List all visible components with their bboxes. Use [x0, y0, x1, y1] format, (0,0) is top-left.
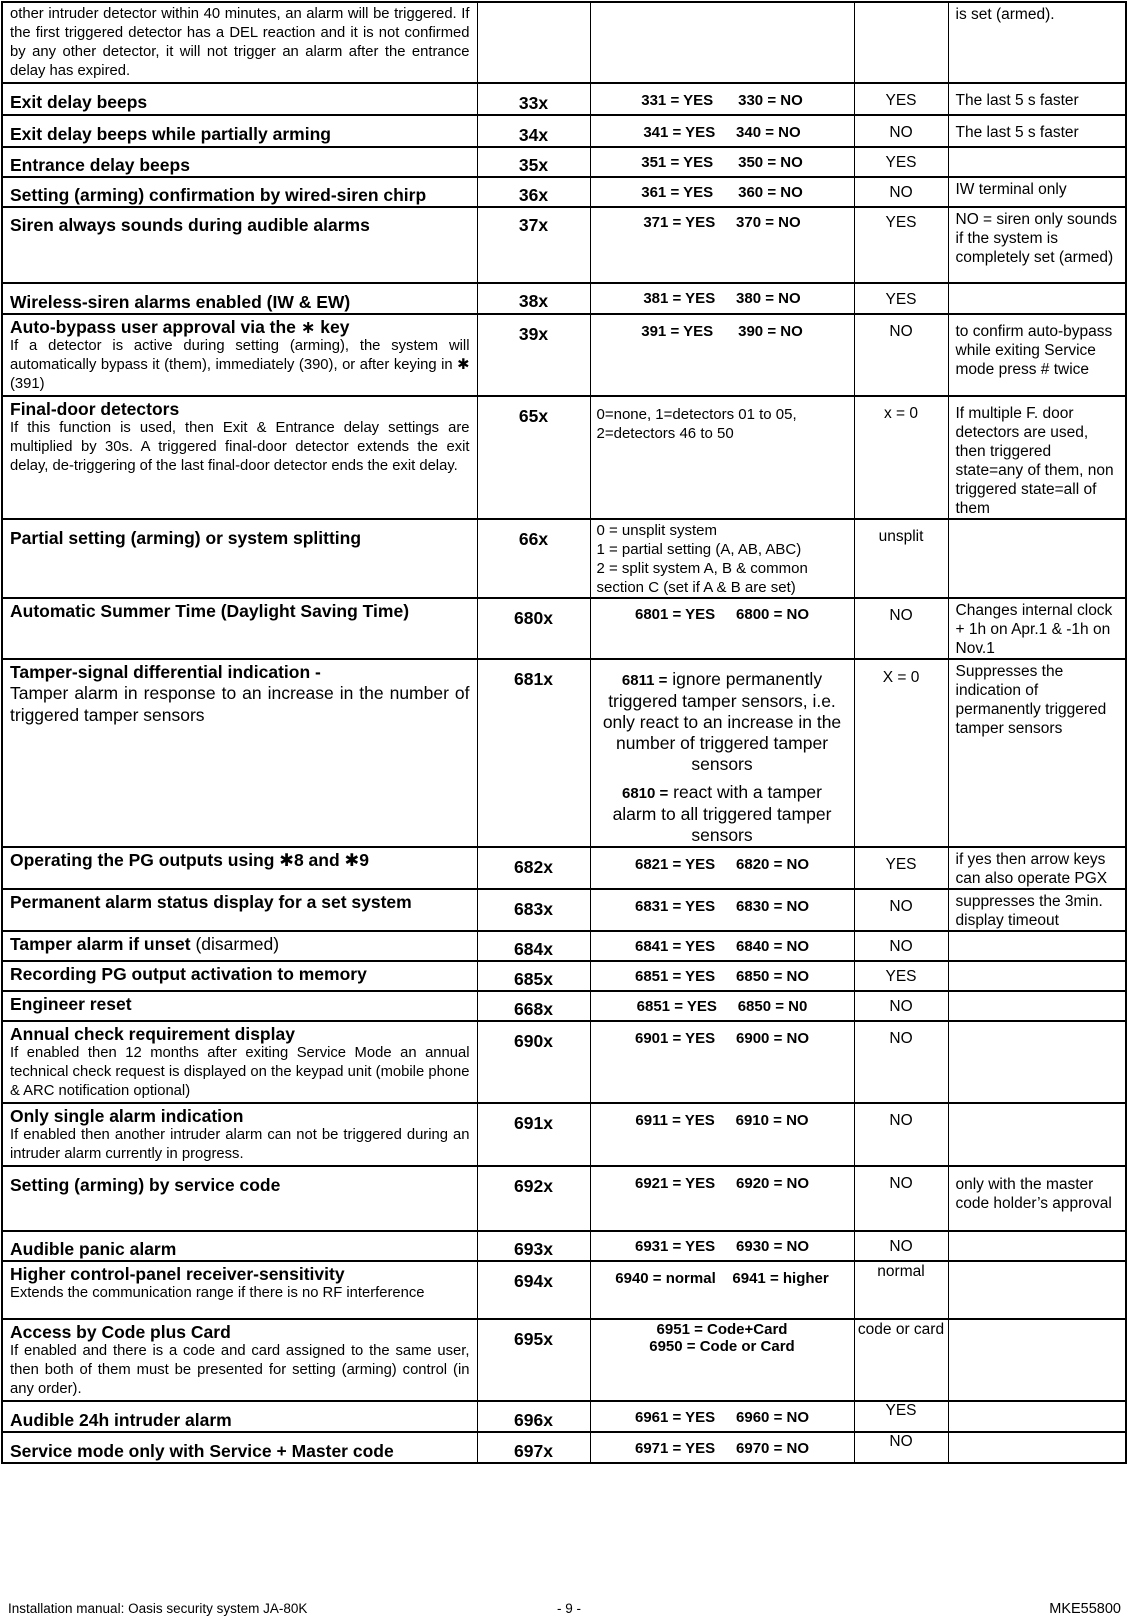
param-note — [948, 1021, 1126, 1103]
param-title: Partial setting (arming) or system splitting — [10, 528, 362, 548]
table-row — [2, 314, 1126, 396]
param-code: 681x — [477, 659, 590, 847]
param-default: YES — [854, 83, 948, 115]
param-title: Annual check requirement display — [10, 1024, 295, 1044]
param-default: YES — [854, 147, 948, 177]
table-row — [2, 177, 1126, 207]
param-title: Exit delay beeps — [10, 92, 148, 112]
table-row — [2, 207, 1126, 283]
param-note: The last 5 s faster — [948, 115, 1126, 147]
table-row — [2, 83, 1126, 115]
table-row-intro — [2, 2, 1126, 83]
param-note — [948, 1319, 1126, 1401]
param-title-suffix: (disarmed) — [190, 934, 280, 954]
param-code: 682x — [477, 847, 590, 889]
param-default: code or card — [854, 1319, 948, 1401]
param-default: NO — [854, 931, 948, 961]
param-setting: 351 = YES 350 = NO — [590, 147, 854, 177]
param-note: only with the master code holder’s approval — [948, 1166, 1126, 1231]
param-default: NO — [854, 889, 948, 931]
footer-manual-title: Installation manual: Oasis security system JA-80K — [8, 1601, 308, 1616]
param-setting: 6911 = YES 6910 = NO — [590, 1103, 854, 1166]
param-title: Siren always sounds during audible alarms — [10, 215, 370, 235]
param-title: Only single alarm indication — [10, 1106, 244, 1126]
param-note: is set (armed). — [948, 2, 1126, 83]
param-code: 683x — [477, 889, 590, 931]
table-row — [2, 1261, 1126, 1319]
param-default: x = 0 — [854, 396, 948, 519]
param-note — [948, 961, 1126, 991]
setting-text: ignore permanently triggered tamper sensors, i.e. only react to an increase in the number of triggered tamper sensors — [602, 669, 842, 774]
param-description: If this function is used, then Exit & Entrance delay settings are multiplied by 30s. A triggered final-door detector extends the exit delay, de-triggering of the last final-door detector ends the exit delay. — [10, 420, 470, 474]
param-code: 38x — [477, 283, 590, 314]
param-title: Recording PG output activation to memory — [10, 964, 367, 984]
param-setting: 6831 = YES 6830 = NO — [590, 889, 854, 931]
param-title: Entrance delay beeps — [10, 155, 190, 175]
param-setting: 6921 = YES 6920 = NO — [590, 1166, 854, 1231]
table-row — [2, 1103, 1126, 1166]
param-title: Final-door detectors — [10, 399, 180, 419]
param-note: suppresses the 3min. display timeout — [948, 889, 1126, 931]
param-note: if yes then arrow keys can also operate PGX — [948, 847, 1126, 889]
param-setting: 371 = YES 370 = NO — [590, 207, 854, 283]
table-row — [2, 598, 1126, 659]
param-setting: 6821 = YES 6820 = NO — [590, 847, 854, 889]
param-note: Changes internal clock + 1h on Apr.1 & -1h on Nov.1 — [948, 598, 1126, 659]
param-note: Suppresses the indication of permanently triggered tamper sensors — [948, 659, 1126, 847]
param-note: to confirm auto-bypass while exiting Service mode press # twice — [948, 314, 1126, 396]
param-code: 693x — [477, 1231, 590, 1261]
table-row — [2, 147, 1126, 177]
param-setting: 6841 = YES 6840 = NO — [590, 931, 854, 961]
param-code: 696x — [477, 1401, 590, 1432]
param-title: Audible 24h intruder alarm — [10, 1410, 232, 1430]
param-default: NO — [854, 1432, 948, 1463]
param-code: 66x — [477, 519, 590, 598]
param-code: 65x — [477, 396, 590, 519]
param-default: YES — [854, 961, 948, 991]
table-row — [2, 115, 1126, 147]
param-default: NO — [854, 991, 948, 1021]
param-code: 37x — [477, 207, 590, 283]
table-row — [2, 1401, 1126, 1432]
setting-line: 6950 = Code or Card — [649, 1338, 795, 1355]
setting-line: 2 = split system A, B & common section C (set if A & B are set) — [596, 560, 808, 596]
param-code: 691x — [477, 1103, 590, 1166]
param-default: NO — [854, 115, 948, 147]
param-note — [948, 1231, 1126, 1261]
param-note — [948, 1103, 1126, 1166]
setting-line: 0 = unsplit system — [596, 522, 717, 539]
param-default: YES — [854, 847, 948, 889]
table-row — [2, 1231, 1126, 1261]
param-setting: 6901 = YES 6900 = NO — [590, 1021, 854, 1103]
param-setting — [590, 519, 854, 598]
param-title: Access by Code plus Card — [10, 1322, 231, 1342]
setting-text: react with a tamper alarm to all triggered tamper sensors — [612, 782, 832, 845]
setting-code: 6811 = — [621, 672, 668, 689]
param-setting — [590, 1319, 854, 1401]
param-note — [948, 519, 1126, 598]
param-default: normal — [854, 1261, 948, 1319]
param-note — [948, 147, 1126, 177]
param-setting: 6931 = YES 6930 = NO — [590, 1231, 854, 1261]
param-note: If multiple F. door detectors are used, then triggered state=any of them, non triggered state=all of them — [948, 396, 1126, 519]
setting-line: 1 = partial setting (A, AB, ABC) — [596, 541, 802, 558]
param-title: Exit delay beeps while partially arming — [10, 124, 331, 144]
table-row — [2, 1166, 1126, 1231]
param-setting: 6940 = normal 6941 = higher — [590, 1261, 854, 1319]
param-code: 684x — [477, 931, 590, 961]
param-setting: 6801 = YES 6800 = NO — [590, 598, 854, 659]
table-row — [2, 659, 1126, 847]
param-code: 668x — [477, 991, 590, 1021]
param-note — [948, 1432, 1126, 1463]
param-default: NO — [854, 1166, 948, 1231]
table-row — [2, 1432, 1126, 1463]
param-description: If enabled then 12 months after exiting Service Mode an annual technical check request is displayed on the keypad unit (mobile phone & ARC notification optional) — [10, 1045, 470, 1099]
param-title: Audible panic alarm — [10, 1239, 177, 1259]
param-title: Tamper-signal differential indication - — [10, 662, 321, 682]
param-code: 692x — [477, 1166, 590, 1231]
param-title: Tamper alarm if unset — [10, 934, 191, 954]
param-code: 36x — [477, 177, 590, 207]
param-title: Automatic Summer Time (Daylight Saving Time) — [10, 601, 410, 621]
param-default: NO — [854, 1103, 948, 1166]
parameters-table — [1, 1, 1127, 1464]
table-row — [2, 1319, 1126, 1401]
param-description: other intruder detector within 40 minutes, an alarm will be triggered. If the first triggered detector has a DEL reaction and it is not confirmed by any other detector, it will not trigger an alarm after the entrance delay has expired. — [10, 6, 470, 79]
param-description: Tamper alarm in response to an increase in the number of triggered tamper sensors — [10, 683, 470, 725]
param-title: Auto-bypass user approval via the ∗ key — [10, 317, 350, 337]
param-default: NO — [854, 1231, 948, 1261]
param-setting: 6851 = YES 6850 = NO — [590, 961, 854, 991]
param-code: 39x — [477, 314, 590, 396]
param-default: NO — [854, 177, 948, 207]
param-setting: 361 = YES 360 = NO — [590, 177, 854, 207]
param-code: 694x — [477, 1261, 590, 1319]
param-default: unsplit — [854, 519, 948, 598]
table-row — [2, 961, 1126, 991]
table-row — [2, 931, 1126, 961]
setting-line: 6951 = Code+Card — [656, 1321, 788, 1338]
param-default: YES — [854, 283, 948, 314]
param-setting: 391 = YES 390 = NO — [590, 314, 854, 396]
param-note — [948, 991, 1126, 1021]
param-description: If enabled and there is a code and card assigned to the same user, then both of them must be presented for setting (arming) control (in any order). — [10, 1343, 470, 1397]
footer-page-number: - 9 - — [557, 1601, 582, 1616]
param-default: X = 0 — [854, 659, 948, 847]
param-description: If enabled then another intruder alarm can not be triggered during an intruder alarm currently in progress. — [10, 1127, 470, 1162]
param-note — [948, 931, 1126, 961]
param-code: 33x — [477, 83, 590, 115]
param-setting — [590, 659, 854, 847]
param-default: YES — [854, 207, 948, 283]
param-code: 35x — [477, 147, 590, 177]
table-row — [2, 519, 1126, 598]
table-row — [2, 396, 1126, 519]
param-note: IW terminal only — [948, 177, 1126, 207]
param-description: If a detector is active during setting (arming), the system will automatically bypass it (them), immediately (390), or after keying in ✱ (391) — [10, 338, 470, 392]
param-title: Setting (arming) by service code — [10, 1175, 281, 1195]
param-setting: 6851 = YES 6850 = N0 — [590, 991, 854, 1021]
param-setting: 381 = YES 380 = NO — [590, 283, 854, 314]
param-title: Service mode only with Service + Master code — [10, 1441, 394, 1461]
table-row — [2, 283, 1126, 314]
param-code: 34x — [477, 115, 590, 147]
param-note — [948, 1261, 1126, 1319]
param-note — [948, 1401, 1126, 1432]
param-default: NO — [854, 1021, 948, 1103]
param-code: 695x — [477, 1319, 590, 1401]
param-title: Wireless-siren alarms enabled (IW & EW) — [10, 292, 351, 312]
param-code: 690x — [477, 1021, 590, 1103]
table-row — [2, 991, 1126, 1021]
param-note: The last 5 s faster — [948, 83, 1126, 115]
param-code: 685x — [477, 961, 590, 991]
table-row — [2, 889, 1126, 931]
param-note: NO = siren only sounds if the system is completely set (armed) — [948, 207, 1126, 283]
param-code: 697x — [477, 1432, 590, 1463]
param-code: 680x — [477, 598, 590, 659]
param-setting: 0=none, 1=detectors 01 to 05, 2=detectors 46 to 50 — [590, 396, 854, 519]
table-row — [2, 1021, 1126, 1103]
param-title: Engineer reset — [10, 994, 132, 1014]
param-setting: 331 = YES 330 = NO — [590, 83, 854, 115]
param-default: NO — [854, 314, 948, 396]
param-description: Extends the communication range if there is no RF interference — [10, 1285, 425, 1301]
param-setting: 341 = YES 340 = NO — [590, 115, 854, 147]
param-title: Higher control-panel receiver-sensitivity — [10, 1264, 345, 1284]
param-title: Operating the PG outputs using ✱8 and ✱9 — [10, 850, 369, 870]
param-default: YES — [854, 1401, 948, 1432]
setting-code: 6810 = — [622, 785, 669, 802]
table-row — [2, 847, 1126, 889]
param-title: Setting (arming) confirmation by wired-siren chirp — [10, 185, 427, 205]
param-note — [948, 283, 1126, 314]
param-title: Permanent alarm status display for a set system — [10, 892, 412, 912]
param-default: NO — [854, 598, 948, 659]
param-setting: 6971 = YES 6970 = NO — [590, 1432, 854, 1463]
footer-doc-code: MKE55800 — [1049, 1601, 1121, 1617]
param-setting: 6961 = YES 6960 = NO — [590, 1401, 854, 1432]
